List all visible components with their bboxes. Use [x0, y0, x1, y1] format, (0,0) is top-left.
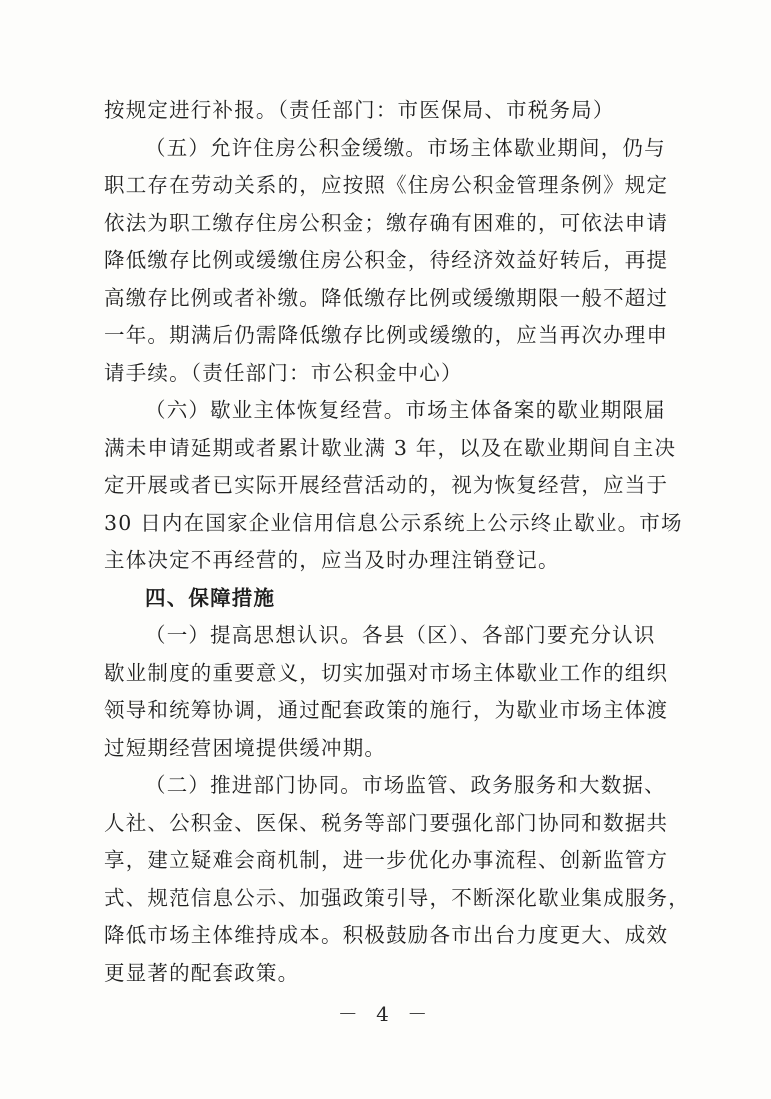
paragraph-line: （六）歇业主体恢复经营。市场主体备案的歇业期限届	[145, 398, 666, 422]
paragraph-line: 职工存在劳动关系的，应按照《住房公积金管理条例》规定	[104, 173, 669, 197]
paragraph-line: 更显著的配套政策。	[104, 960, 300, 985]
paragraph-line: 定开展或者已实际开展经营活动的，视为恢复经营，应当于	[104, 473, 669, 497]
paragraph-line: 按规定进行补报。（责任部门：市医保局、市税务局）	[104, 98, 615, 122]
paragraph-line: （五）允许住房公积金缓缴。市场主体歇业期间，仍与	[145, 135, 666, 160]
paragraph-line: 请手续。（责任部门：市公积金中心）	[104, 360, 463, 385]
paragraph-line: 人社、公积金、医保、税务等部门要强化部门协同和数据共	[104, 810, 669, 835]
paragraph-line: 降低市场主体维持成本。积极鼓励各市出台力度更大、成效	[104, 923, 669, 947]
paragraph-line: 高缴存比例或者补缴。降低缴存比例或缓缴期限一般不超过	[104, 285, 669, 310]
paragraph-line: 过短期经营困境提供缓冲期。	[104, 735, 387, 760]
page-number: － 4 －	[337, 1002, 434, 1026]
section-heading: 四、保障措施	[145, 585, 276, 610]
paragraph-line: 享，建立疑难会商机制，进一步优化办事流程、创新监管方	[104, 848, 669, 872]
paragraph-line: 领导和统筹协调，通过配套政策的施行，为歇业市场主体渡	[104, 698, 669, 722]
paragraph-line: 降低缴存比例或缓缴住房公积金，待经济效益好转后，再提	[104, 248, 669, 272]
paragraph-line: 依法为职工缴存住房公积金；缴存确有困难的，可依法申请	[104, 210, 669, 235]
paragraph-line: 式、规范信息公示、加强政策引导，不断深化歇业集成服务，	[104, 885, 690, 910]
paragraph-line: 30 日内在国家企业信用信息公示系统上公示终止歇业。市场	[104, 510, 683, 535]
paragraph-line: 满未申请延期或者累计歇业满 3 年，以及在歇业期间自主决	[104, 435, 677, 460]
paragraph-line: 一年。期满后仍需降低缴存比例或缓缴的，应当再次办理申	[104, 323, 669, 347]
paragraph-line: 主体决定不再经营的，应当及时办理注销登记。	[104, 548, 560, 572]
paragraph-line: （一）提高思想认识。各县（区）、各部门要充分认识	[145, 623, 656, 647]
paragraph-line: （二）推进部门协同。市场监管、政务服务和大数据、	[145, 773, 666, 797]
paragraph-line: 歇业制度的重要意义，切实加强对市场主体歇业工作的组织	[104, 660, 669, 685]
document-body	[104, 92, 690, 992]
